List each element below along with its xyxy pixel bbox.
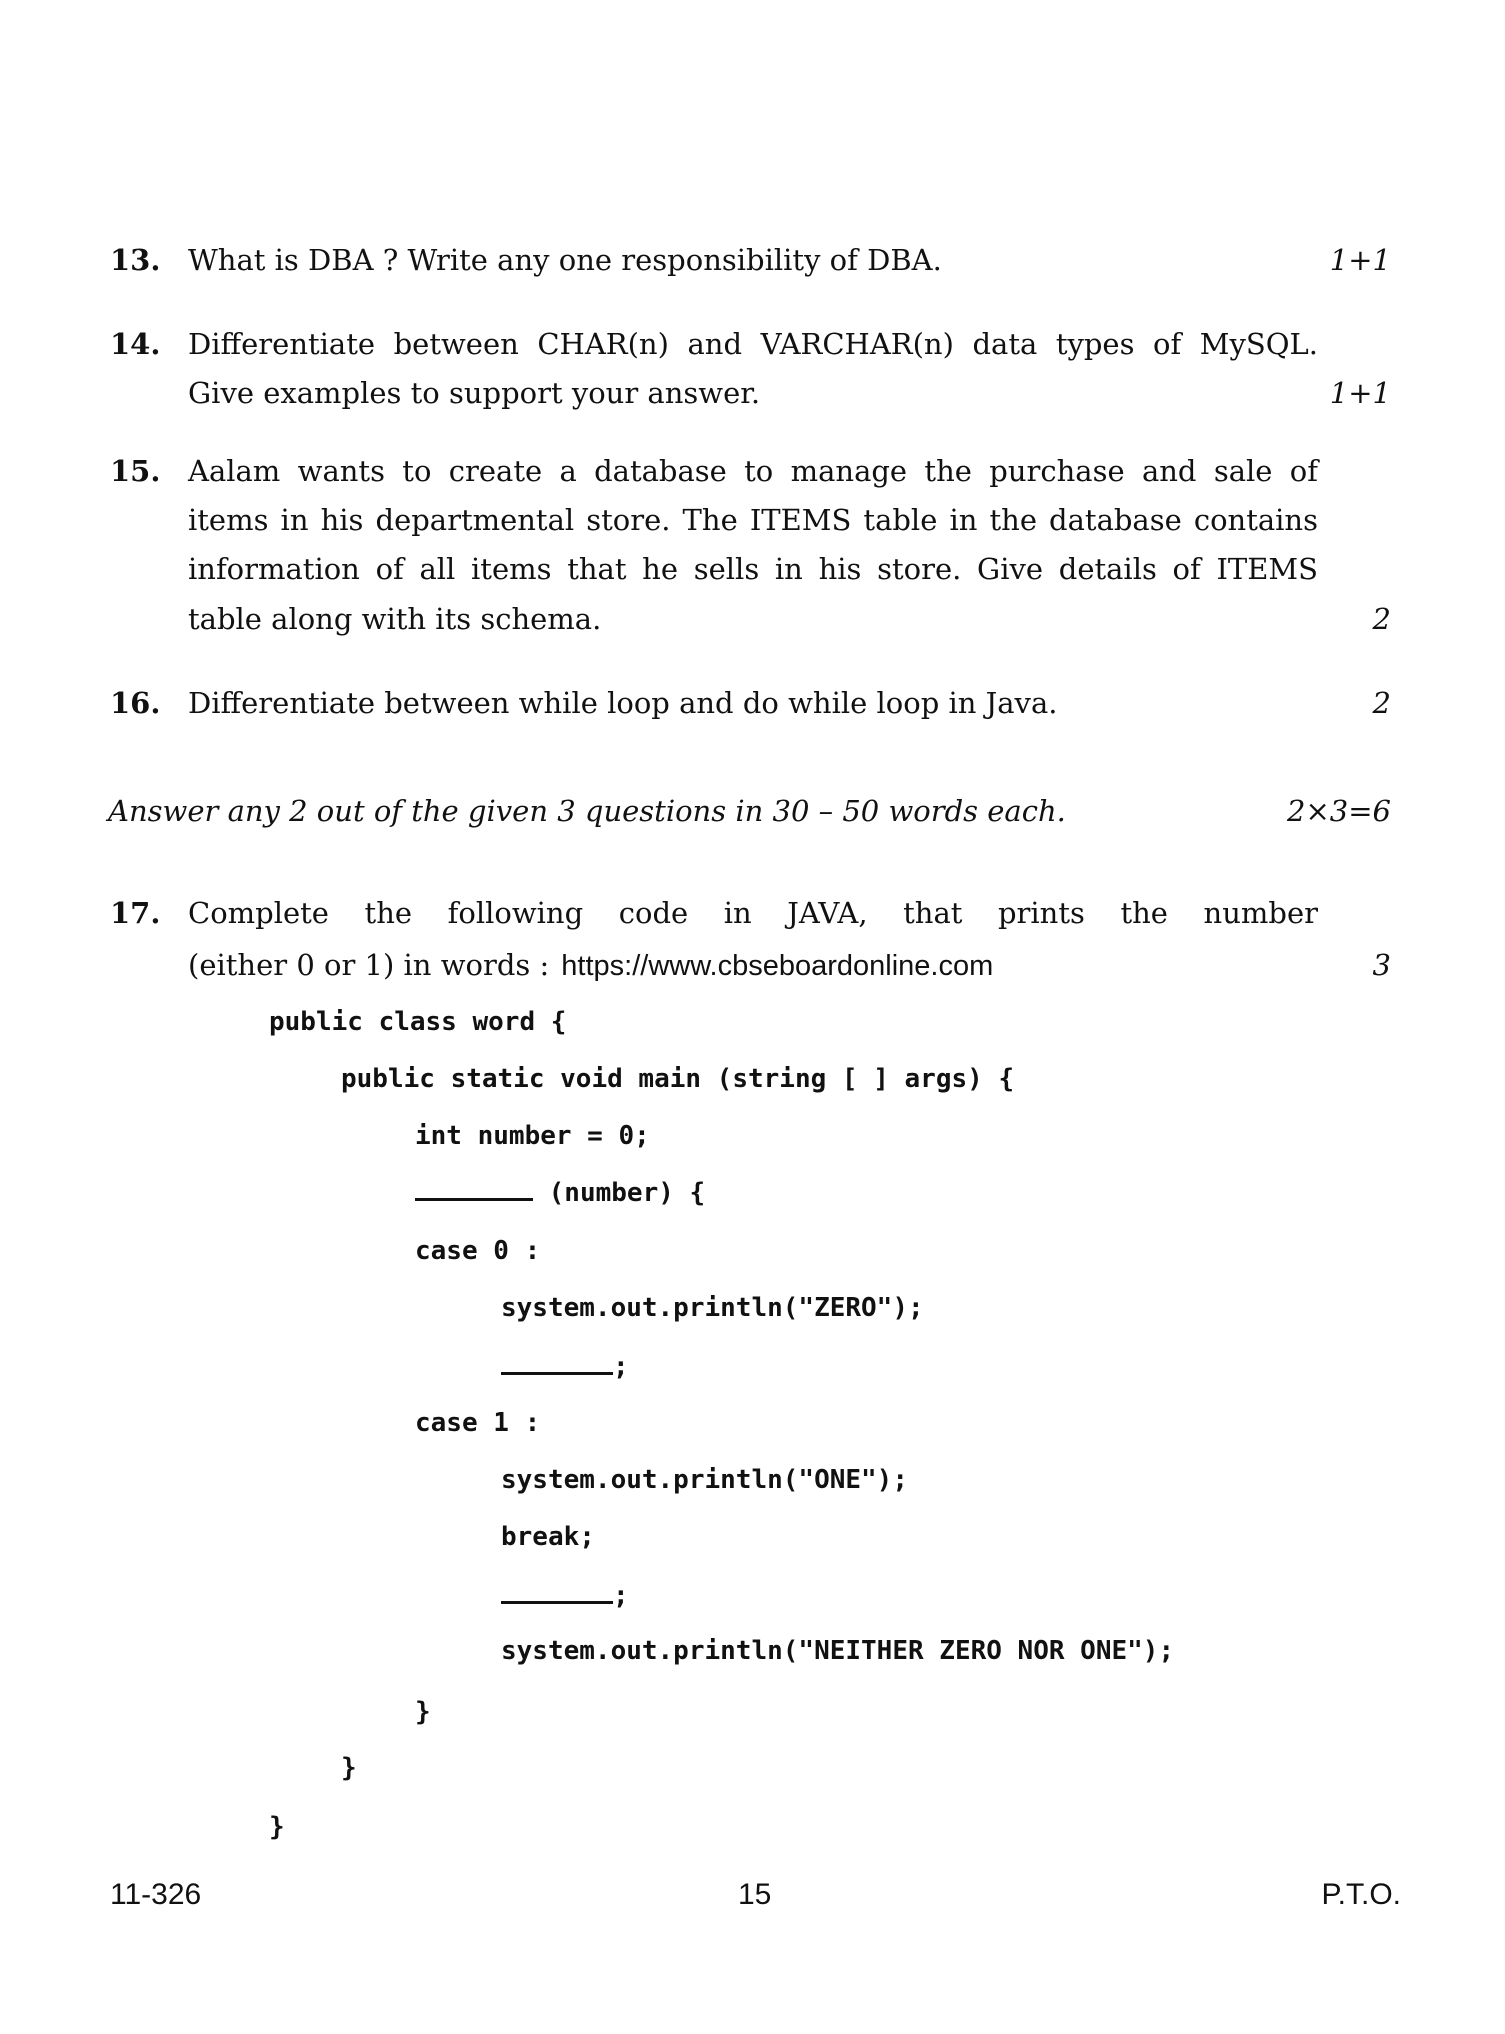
code-line: ; — [613, 1352, 629, 1382]
code-line: case 1 : — [415, 1408, 541, 1438]
question-text: (either 0 or 1) in words : — [188, 948, 550, 982]
question-number: 15. — [110, 454, 161, 488]
code-line: ; — [613, 1581, 629, 1611]
code-line: system.out.println("NEITHER ZERO NOR ONE"); — [501, 1636, 1175, 1666]
code-line: break; — [501, 1522, 595, 1552]
question-text: Differentiate between while loop and do while loop in Java. — [188, 686, 1058, 720]
question-number: 16. — [110, 686, 161, 720]
question-text: items in his departmental store. The ITEMS table in the database contains — [188, 503, 1318, 537]
question-text: table along with its schema. — [188, 602, 602, 636]
code-line: case 0 : — [415, 1236, 541, 1266]
code-line: system.out.println("ONE"); — [501, 1465, 908, 1495]
section-instruction: Answer any 2 out of the given 3 questions in 30 – 50 words each. — [108, 794, 1066, 828]
question-text: Give examples to support your answer. — [188, 376, 761, 410]
section-marks: 2×3=6 — [1287, 794, 1391, 828]
question-number: 14. — [110, 327, 161, 361]
question-marks: 3 — [1372, 948, 1391, 982]
question-number: 17. — [110, 896, 161, 930]
fill-blank — [415, 1176, 533, 1201]
code-line: public class word { — [269, 1007, 567, 1037]
question-marks: 1+1 — [1329, 243, 1391, 277]
code-line: system.out.println("ZERO"); — [501, 1293, 924, 1323]
pto-label: P.T.O. — [1321, 1878, 1401, 1911]
code-line: public static void main (string [ ] args) { — [341, 1064, 1015, 1094]
paper-code: 11-326 — [110, 1878, 202, 1911]
watermark-url: https://www.cbseboardonline.com — [561, 950, 994, 982]
question-marks: 2 — [1372, 602, 1391, 636]
question-marks: 2 — [1372, 686, 1391, 720]
question-marks: 1+1 — [1329, 376, 1391, 410]
question-text: What is DBA ? Write any one responsibility of DBA. — [188, 243, 942, 277]
code-line: (number) { — [548, 1178, 706, 1208]
page-number: 15 — [738, 1878, 772, 1911]
code-line: } — [341, 1753, 357, 1783]
question-number: 13. — [110, 243, 161, 277]
fill-blank — [501, 1350, 613, 1375]
code-line: int number = 0; — [415, 1121, 650, 1151]
code-line: } — [415, 1697, 431, 1727]
question-text: information of all items that he sells in his store. Give details of ITEMS — [188, 552, 1318, 586]
code-line: } — [269, 1812, 285, 1842]
question-text: Complete the following code in JAVA, that prints the number — [188, 896, 1318, 930]
fill-blank — [501, 1579, 613, 1604]
question-text: Aalam wants to create a database to manage the purchase and sale of — [188, 454, 1318, 488]
question-text: Differentiate between CHAR(n) and VARCHAR(n) data types of MySQL. — [188, 327, 1318, 361]
